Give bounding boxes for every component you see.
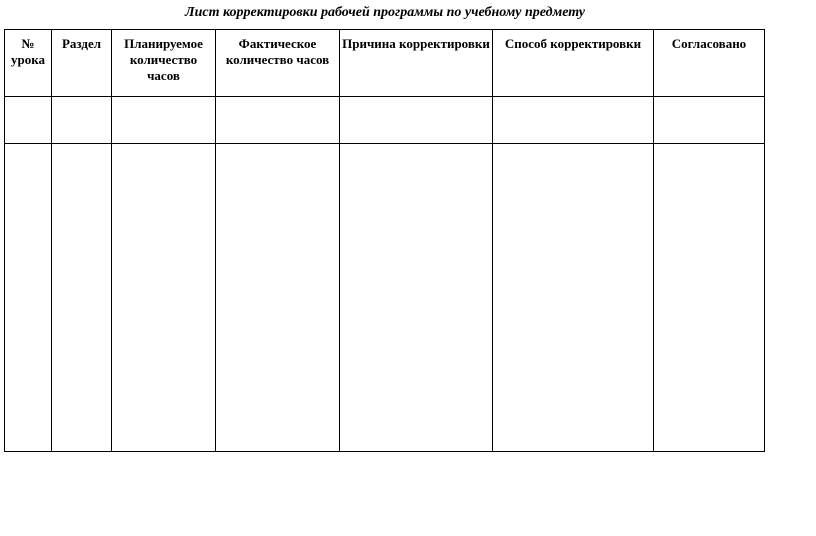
- header-correction-method: Способ корректировки: [493, 30, 654, 97]
- table-cell[interactable]: [654, 97, 765, 144]
- table-cell[interactable]: [340, 144, 493, 452]
- page-title: Лист корректировки рабочей программы по учебному предмету: [184, 5, 585, 20]
- table-row: [5, 97, 765, 144]
- table-cell[interactable]: [52, 97, 112, 144]
- header-planned-hours: Планируемое количество часов: [112, 30, 216, 97]
- table-cell[interactable]: [5, 144, 52, 452]
- table-header-row: [5, 30, 765, 97]
- table-cell[interactable]: [112, 97, 216, 144]
- header-lesson-number: № урока: [5, 30, 52, 97]
- header-approved: Согласовано: [654, 30, 765, 97]
- table-cell[interactable]: [654, 144, 765, 452]
- table-cell[interactable]: [112, 144, 216, 452]
- table-cell[interactable]: [5, 97, 52, 144]
- header-section: Раздел: [52, 30, 112, 97]
- table-cell[interactable]: [493, 144, 654, 452]
- table-row: [5, 144, 765, 452]
- correction-table: [4, 29, 765, 452]
- table-cell[interactable]: [340, 97, 493, 144]
- table-cell[interactable]: [216, 144, 340, 452]
- header-correction-reason: Причина корректировки: [340, 30, 493, 97]
- header-actual-hours: Фактическое количество часов: [216, 30, 340, 97]
- table-cell[interactable]: [493, 97, 654, 144]
- table-cell[interactable]: [52, 144, 112, 452]
- table-cell[interactable]: [216, 97, 340, 144]
